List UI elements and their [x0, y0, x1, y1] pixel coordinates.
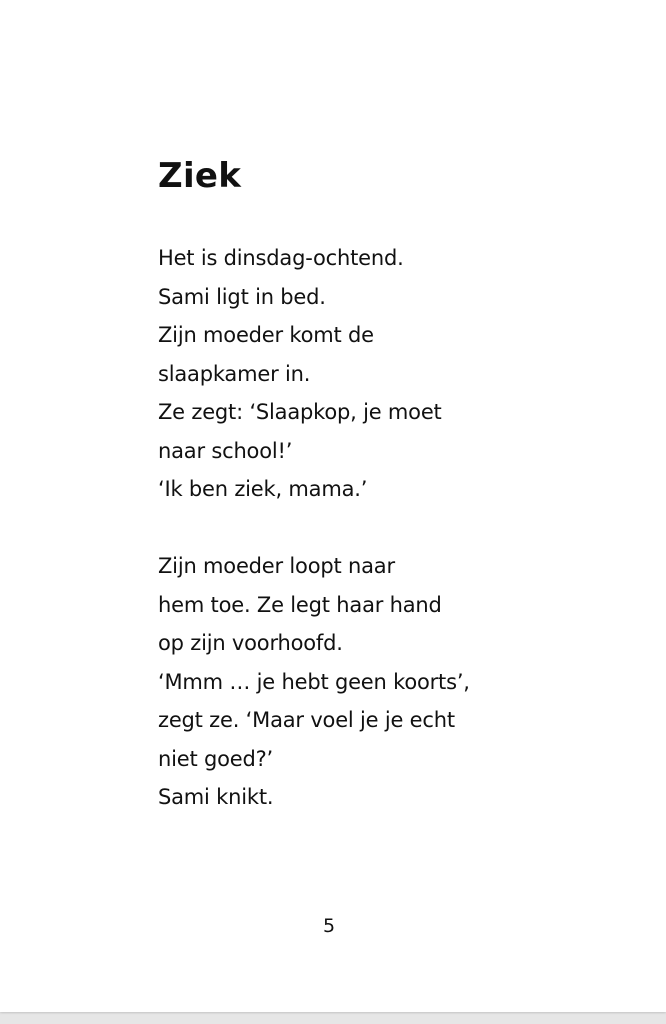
text-line: ‘Mmm … je hebt geen koorts’, [158, 669, 470, 694]
paragraph-2 [158, 547, 578, 817]
paragraph-1 [158, 239, 578, 509]
paragraph-gap [158, 509, 578, 548]
text-line: op zijn voorhoofd. [158, 631, 343, 655]
text-line: Zijn moeder loopt naar [158, 554, 395, 578]
text-line: Het is dinsdag-ochtend. [158, 246, 404, 270]
story-text [158, 239, 578, 817]
text-line: Ze zegt: ‘Slaapkop, je moet [158, 400, 442, 424]
text-line: hem toe. Ze legt haar hand [158, 592, 442, 617]
text-line: slaapkamer in. [158, 361, 311, 386]
text-line: niet goed?’ [158, 746, 274, 771]
text-line: zegt ze. ‘Maar voel je je echt [158, 708, 455, 732]
text-line: ‘Ik ben ziek, mama.’ [158, 477, 368, 501]
text-line: Sami ligt in bed. [158, 284, 326, 309]
page-number: 5 [322, 915, 336, 937]
chapter-title: Ziek [158, 156, 242, 196]
text-line: Zijn moeder komt de [158, 323, 374, 347]
text-line: naar school!’ [158, 438, 293, 463]
text-line: Sami knikt. [158, 785, 274, 809]
